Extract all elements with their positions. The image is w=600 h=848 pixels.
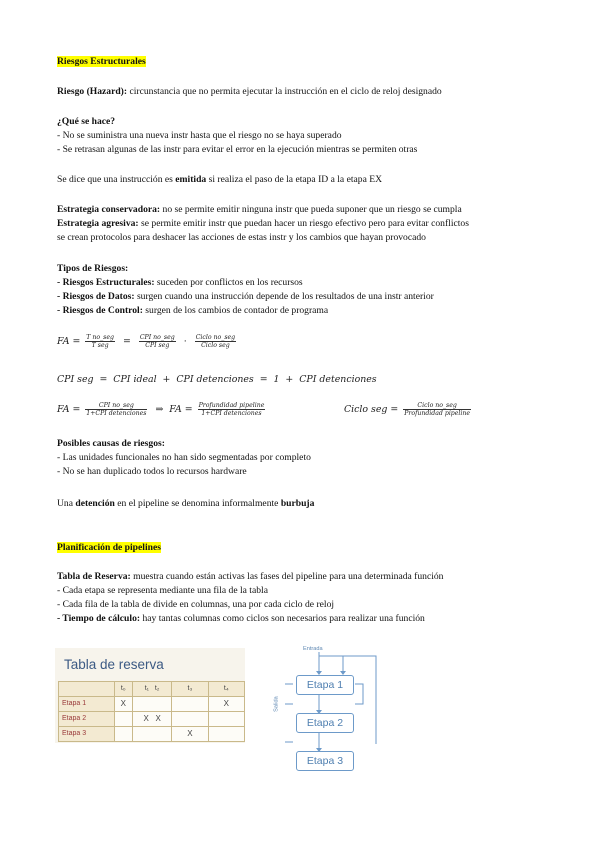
table-cell: X — [172, 727, 208, 742]
list-item — [57, 276, 434, 290]
term-bold: Riesgo (Hazard): — [57, 86, 128, 97]
text: se crean protocolos para deshacer las acciones de estas instr y los cambios que hayan provocado — [57, 231, 426, 243]
formula-ciclo-seg — [344, 402, 473, 417]
term-bold: emitida — [175, 174, 207, 185]
section-heading-planificacion — [57, 541, 161, 555]
text: surgen cuando una instrucción depende de los resultados de una instr anterior — [134, 290, 434, 302]
header-cell: t₁ t₂ — [132, 682, 171, 697]
reserve-table — [58, 681, 245, 742]
fraction — [195, 334, 236, 349]
text: suceden por conflictos en los recursos — [154, 276, 303, 288]
table-cell — [172, 712, 208, 727]
pipeline-stage-3: Etapa 3 — [296, 751, 354, 771]
denominator: T seg — [91, 342, 109, 350]
fraction — [198, 402, 266, 417]
term-bold: Estrategia conservadora: — [57, 204, 161, 215]
term-bold: - Riesgos de Control: — [57, 304, 143, 316]
list-item: - Cada fila de la tabla de divide en columnas, una por cada ciclo de reloj — [57, 598, 335, 610]
numerator: Profundidad pipeline — [198, 402, 265, 409]
reserve-table-panel — [55, 648, 245, 743]
term-bold: - Riesgos Estructurales: — [57, 276, 155, 288]
definition-text: circunstancia que no permita ejecutar la instrucción en el ciclo de reloj designado — [127, 86, 442, 97]
fraction — [85, 334, 115, 349]
causas-block — [57, 437, 311, 479]
numerator: Ciclo no_seg — [403, 402, 471, 410]
highlighted-heading: Riesgos Estructurales — [57, 56, 146, 67]
term-bold: detención — [75, 498, 115, 509]
numerator: CPI no_seg — [85, 402, 147, 410]
term-bold: - Tiempo de cálculo: — [57, 612, 141, 624]
section-heading-riesgos — [57, 55, 146, 69]
list-item: - No se suministra una nueva instr hasta que el riesgo no se haya superado — [57, 129, 342, 141]
numerator: T no_seg — [86, 334, 114, 341]
text: Se dice que una instrucción es — [57, 174, 176, 185]
table-cell — [114, 712, 132, 727]
denominator: 1+CPI detenciones — [86, 410, 147, 418]
text: hay tantas columnas como ciclos son necesarios para realizar una función — [140, 612, 425, 624]
header-cell: t₄ — [208, 682, 244, 697]
list-item — [57, 612, 443, 626]
operator: · — [183, 336, 187, 348]
table-cell: X X — [132, 712, 171, 727]
subheading: Tipos de Riesgos: — [57, 263, 129, 274]
reserve-table-title: Tabla de reserva — [64, 657, 164, 672]
list-item: - No se han duplicado todos lo recursos hardware — [57, 465, 247, 477]
highlighted-heading: Planificación de pipelines — [57, 542, 161, 553]
list-item — [57, 290, 434, 304]
numerator: Ciclo no_seg — [195, 334, 236, 341]
question-heading: ¿Qué se hace? — [57, 116, 116, 127]
table-cell — [114, 727, 132, 742]
tipos-riesgos-block — [57, 262, 434, 318]
text: muestra cuando están activas las fases del pipeline para una determinada función — [130, 571, 444, 582]
subheading: Posibles causas de riesgos: — [57, 438, 165, 449]
table-cell — [208, 712, 244, 727]
formula-lhs: FA = — [57, 336, 81, 348]
que-se-hace-block — [57, 115, 417, 157]
formula-lhs: FA = — [57, 404, 81, 416]
table-cell — [208, 727, 244, 742]
text: no se permite emitir ninguna instr que pueda suponer que un riesgo se cumpla — [160, 204, 462, 215]
fraction — [403, 402, 471, 417]
denominator: Profundidad pipeline — [404, 410, 471, 418]
emitida-sentence — [57, 173, 382, 187]
numerator: CPI no_seg — [139, 334, 175, 341]
term-bold: burbuja — [280, 498, 315, 509]
list-item: - Se retrasan algunas de las instr para evitar el error en la ejecución mientras se permiten otras — [57, 143, 418, 155]
hazard-definition — [57, 85, 442, 99]
formula-fa: FA = $\frac{\text{T no\_seg}}{\text{T seg}}$ = $\frac{\text{CPI no\_seg}}{\text{CPI seg}}$ · $\frac{\text{Ciclo no\_seg}}{\text{Ciclo seg}}$ — [57, 334, 236, 350]
table-row — [59, 727, 245, 742]
estrategia-conservadora — [57, 203, 469, 217]
table-cell — [172, 697, 208, 712]
table-cell: X — [114, 697, 132, 712]
table-cell — [132, 697, 171, 712]
pipeline-stage-2: Etapa 2 — [296, 713, 354, 733]
formula-lhs: FA = — [169, 404, 193, 416]
term-bold: Tabla de Reserva: — [57, 571, 131, 582]
header-cell — [59, 682, 115, 697]
term-bold: - Riesgos de Datos: — [57, 290, 135, 302]
fraction — [139, 334, 176, 349]
table-row — [59, 712, 245, 727]
formula-cpi: CPI seg = CPI ideal + CPI detenciones = 1 + CPI detenciones — [57, 374, 377, 385]
row-label: Etapa 2 — [59, 712, 115, 727]
text: si realiza el paso de la etapa ID a la etapa EX — [206, 174, 383, 185]
text: surgen de los cambios de contador de programa — [142, 304, 329, 316]
term-bold: Estrategia agresiva: — [57, 217, 139, 229]
table-row — [59, 697, 245, 712]
denominator: Ciclo seg — [201, 342, 230, 350]
salida-label: Salida — [273, 696, 280, 712]
row-label: Etapa 1 — [59, 697, 115, 712]
implies-arrow: ⇒ — [155, 404, 164, 416]
estrategias-block — [57, 203, 469, 245]
estrategia-agresiva — [57, 217, 469, 231]
list-item: - Las unidades funcionales no han sido segmentadas por completo — [57, 451, 311, 463]
row-label: Etapa 3 — [59, 727, 115, 742]
entrada-label: Entrada — [303, 646, 323, 652]
pipeline-figure — [273, 644, 403, 774]
tabla-reserva-block — [57, 570, 443, 626]
denominator: CPI seg — [145, 342, 170, 350]
text: Una — [57, 498, 76, 509]
fraction — [85, 402, 147, 417]
pipeline-stage-1: Etapa 1 — [296, 675, 354, 695]
header-cell: t₀ — [114, 682, 132, 697]
table-header-row — [59, 682, 245, 697]
formula-lhs: Ciclo seg = — [344, 404, 399, 416]
table-cell: X — [208, 697, 244, 712]
header-cell: t₃ — [172, 682, 208, 697]
formula-fa-detenciones — [57, 402, 267, 417]
definition-line — [57, 570, 443, 584]
table-cell — [132, 727, 171, 742]
text: se permite emitir instr que puedan hacer un riesgo efectivo pero para evitar conflictos — [138, 217, 469, 229]
list-item — [57, 304, 434, 318]
burbuja-sentence — [57, 497, 314, 511]
denominator: 1+CPI detenciones — [201, 410, 262, 418]
list-item: - Cada etapa se representa mediante una fila de la tabla — [57, 584, 268, 596]
text: en el pipeline se denomina informalmente — [114, 498, 281, 509]
